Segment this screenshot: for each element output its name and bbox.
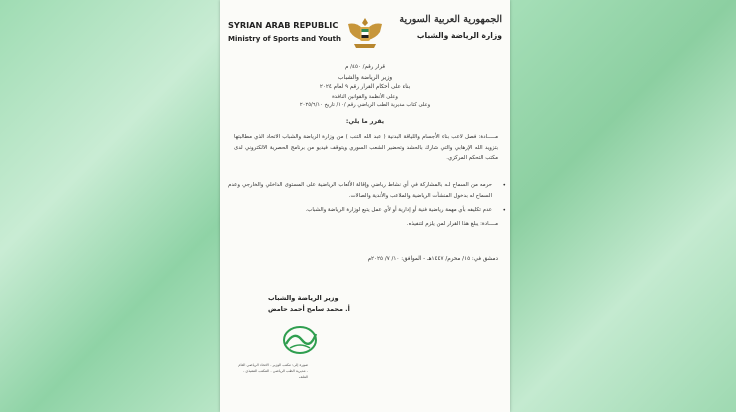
decision-basis: بناء على أحكام القرار رقم ٩ لعام ٢٠٢٤ [319, 84, 411, 90]
date-line: دمشق في: ١٥/ محرم/ ١٤٤٧هـ - الموافق: ١٠/ ٧/ ٢٠٢٥م [367, 256, 498, 262]
signature-block [268, 294, 350, 313]
letterhead-arabic [399, 14, 502, 40]
decision-reference: وعلى كتاب مديرية الطب الرياضي رقم /١٠/ تاريخ ٢٠٢٥/٦/١٠ [299, 102, 431, 108]
background-left-panel [0, 0, 220, 412]
decision-decides: يقرر ما يلي: [345, 118, 385, 125]
letterhead-country: SYRIAN ARAB REPUBLIC [228, 20, 339, 30]
bullet-item [228, 205, 506, 216]
signatory-name: أ. محمد سامح أحمد حامض [268, 305, 350, 313]
article-paragraph-1: مـــــادة: فصل لاعب بناء الأجسام واللياقة البدنية ( عبد الله التنب ) من وزارة الرياضة والشباب الاتحاد الذي مطالبتها بتزويد الله الإرهابي والتي شارك بالحشد وتحضير الشعب السوري ويتوقف فيديو من برنامج الحصرية الالكتروني لدى مكتب التحكم المركزي. [234, 134, 498, 161]
bullet-icon: • [502, 207, 506, 214]
bullet-text: عدم تكليفه بأي مهمة رياضية فنية أو إدارية أو لأي عمل يتبع لوزارة الرياضة والشباب. [305, 207, 492, 213]
bullet-icon: • [502, 182, 506, 189]
copies-to-block: صورة إلى: مكتب الوزير - الاتحاد الرياضي العام - مديرية الطب الرياضي - المكتب التنفيذي - الملف [238, 363, 308, 379]
decision-issuer: وزير الرياضة والشباب [337, 74, 393, 81]
decision-regulations: وعلى الأنظمة والقوانين النافذة [332, 94, 398, 100]
eagle-emblem-icon [346, 14, 384, 54]
letterhead-ministry-arabic: وزارة الرياضة والشباب [416, 31, 502, 40]
bullet-text: حرمه من السماح لـه بالمشاركة في أي نشاط رياضي وإقالة الألعاب الرياضية على المستوى الداخلي والخارجي وعدم السماح له بدخول المنشآت الرياضية والملاعب والأندية والصالات. [228, 182, 492, 199]
letterhead-calligraphy: الجمهورية العربية السورية [399, 14, 502, 25]
article-paragraph-3: مــــادة: يبلغ هذا القرار لمن يلزم لتنفيذه. [406, 221, 498, 227]
letterhead-english [228, 18, 341, 46]
green-signature-seal-icon [280, 322, 320, 358]
decision-number: قرار رقم/ ٤٥٠/ م [344, 64, 386, 70]
background-right-panel [510, 0, 736, 412]
official-letter-document [220, 0, 510, 412]
signatory-title: وزير الرياضة والشباب [268, 294, 339, 302]
letterhead-ministry: Ministry of Sports and Youth [228, 35, 341, 43]
bullet-item [228, 180, 506, 201]
